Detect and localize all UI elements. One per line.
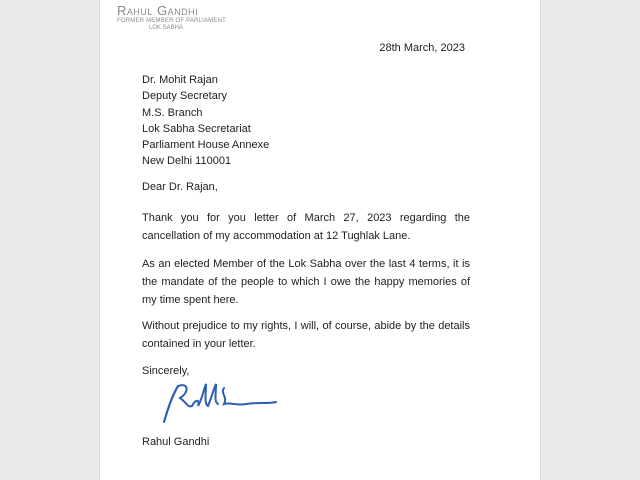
address-line: New Delhi 110001: [142, 155, 232, 168]
letterhead: [117, 4, 226, 32]
letterhead-house: LOK SABHA: [149, 25, 184, 31]
address-line: Deputy Secretary: [142, 90, 227, 103]
address-line: M.S. Branch: [142, 106, 203, 119]
closing: Sincerely,: [142, 365, 190, 377]
recipient-address: [142, 72, 269, 170]
letter-page: [100, 0, 540, 480]
body-paragraph: As an elected Member of the Lok Sabha over the last 4 terms, it is the mandate of the people to which I owe the happy memories of my time spent here.: [142, 258, 470, 306]
address-line: Lok Sabha Secretariat: [142, 122, 251, 135]
letterhead-name: Rahul Gandhi: [117, 3, 199, 18]
address-line: Dr. Mohit Rajan: [142, 74, 218, 86]
salutation: Dear Dr. Rajan,: [142, 181, 218, 193]
body-paragraph: Without prejudice to my rights, I will, of course, abide by the details contained in your letter.: [142, 320, 470, 350]
body-paragraph: Thank you for you letter of March 27, 2023 regarding the cancellation of my accommodation at 12 Tughlak Lane.: [142, 212, 470, 242]
address-line: Parliament House Annexe: [142, 139, 270, 152]
letterhead-title: FORMER MEMBER OF PARLIAMENT: [117, 18, 226, 24]
signer-name: Rahul Gandhi: [142, 436, 210, 448]
letter-date: 28th March, 2023: [379, 42, 465, 54]
handwritten-signature-icon: [158, 378, 278, 428]
